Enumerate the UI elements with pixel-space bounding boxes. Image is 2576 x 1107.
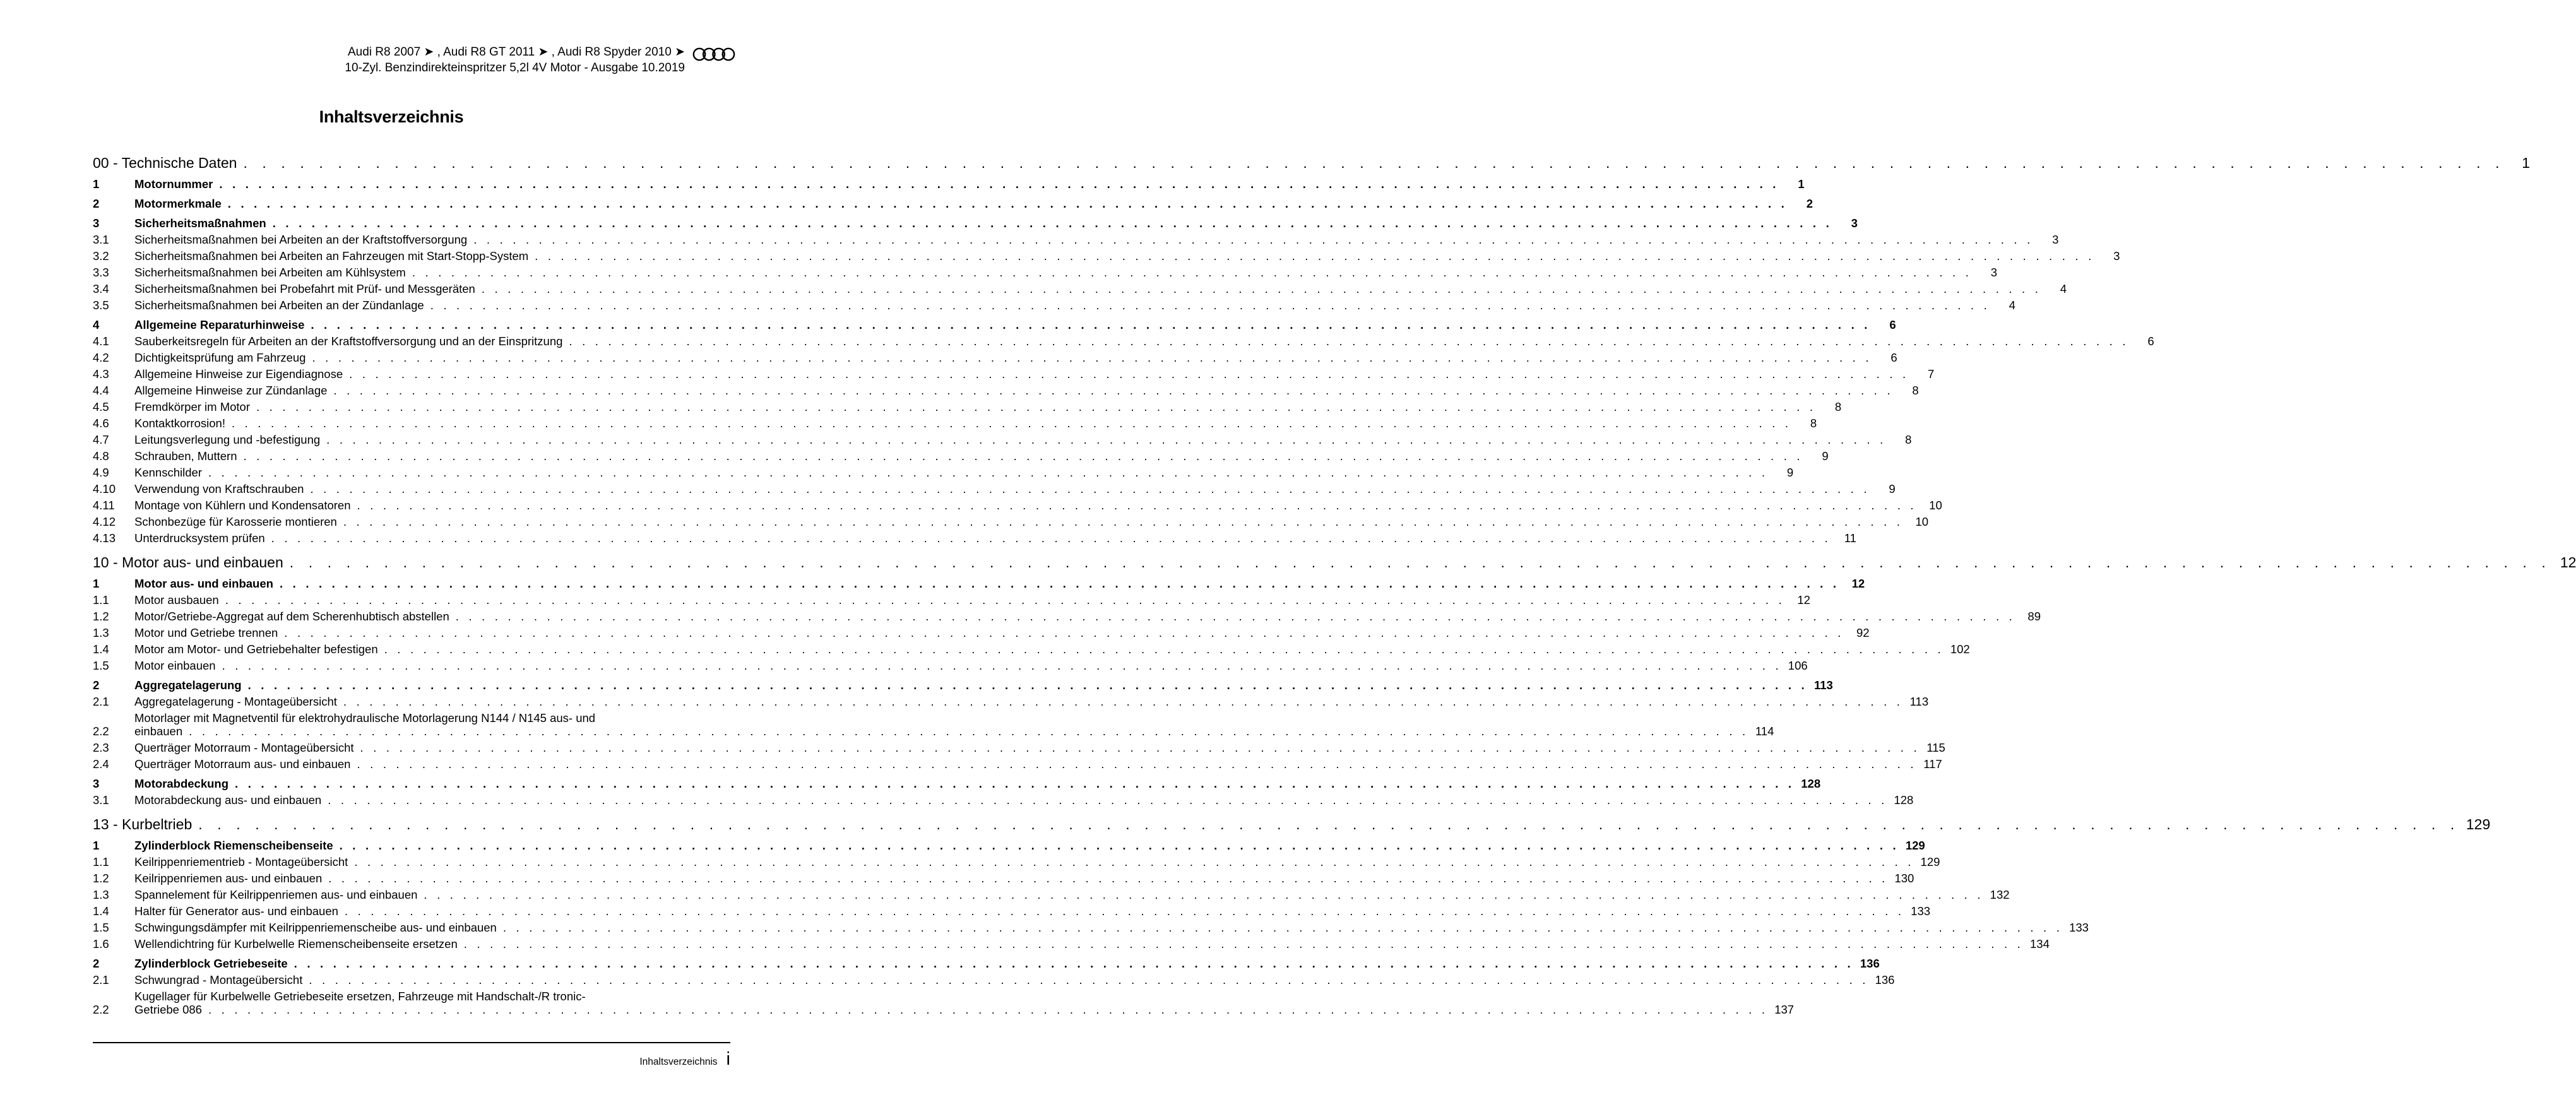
toc-leader-dots: . . . . . . . . . . . . . . . . . . . . . . . . . . . . . . . . . . . . . . . . . . . . . . . . . . . . . . . . . . . . . . . . . . . . . . . . . . . . . . . . . . . . . . . . . . . . . . . . . . . . . . . . . . . . . . . . . . . . . . . . (357, 757, 1917, 771)
toc-subsection-row[interactable] (93, 738, 1945, 755)
toc-entry-title: Aggregatelagerung (134, 678, 242, 692)
toc-leader-dots: . . . . . . . . . . . . . . . . . . . . . . . . . . . . . . . . . . . . . . . . . . . . . . . . . . . . . . . . . . . . . . . . . . . . . . . . . . . . . . . . . . . . . . . . . . . . . . . . . . . . . . . . . . . . . . . . . . . . . . . . (343, 515, 1904, 528)
toc-leader-dots: . . . . . . . . . . . . . . . . . . . . . . . . . . . . . . . . . . . . . . . . . . . . . . . . . . . . . . . . . . . . . . . . . . . . . . . . . . . . . . . . . . . . . . . . . . . . . . . . . . . . . . . . . . . . . . . . . . . . . . . . (412, 266, 1973, 279)
toc-page-number: 102 (1950, 642, 1970, 656)
toc-entry-title: Motor ausbauen (134, 593, 219, 607)
toc-leader-dots: . . . . . . . . . . . . . . . . . . . . . . . . . . . . . . . . . . . . . . . . . . . . . . . . . . . . . . . . . . . . . . . . . . . . . . . . . . . . . . . . . . . . . . . . . . . . . . . . . . . . . . . . . . . . . . . . . . . . . . . . (198, 816, 2460, 832)
toc-subsection-row[interactable] (93, 607, 2041, 624)
toc-entry-number: 4.7 (93, 433, 109, 446)
toc-subsection-row[interactable] (93, 529, 1856, 545)
toc-entry-title: Dichtigkeitsprüfung am Fahrzeug (134, 351, 306, 364)
toc-entry-title: Schrauben, Muttern (134, 449, 237, 463)
toc-subsection-row[interactable] (93, 496, 1942, 512)
toc-leader-dots: . . . . . . . . . . . . . . . . . . . . . . . . . . . . . . . . . . . . . . . . . . . . . . . . . . . . . . . . . . . . . . . . . . . . . . . . . . . . . . . . . . . . . . . . . . . . . . . . . . . . . . . . . . . . . . . . . . . . . . . . (311, 318, 1871, 331)
toc-leader-dots: . . . . . . . . . . . . . . . . . . . . . . . . . . . . . . . . . . . . . . . . . . . . . . . . . . . . . . . . . . . . . . . . . . . . . . . . . . . . . . . . . . . . . . . . . . . . . . . . . . . . . . . . . . . . . . . . . . . . . . . . (339, 839, 1899, 852)
toc-entry-title: Sicherheitsmaßnahmen bei Arbeiten an der Kraftstoffversorgung (134, 233, 468, 246)
toc-entry-title: Motorlager mit Magnetventil für elektrohydraulische Motorlagerung N144 / N145 aus- und (134, 711, 596, 725)
toc-entry-title: Motorabdeckung (134, 777, 229, 790)
toc-leader-dots: . . . . . . . . . . . . . . . . . . . . . . . . . . . . . . . . . . . . . . . . . . . . . . . . . . . . . . . . . . . . . . . . . . . . . . . . . . . . . . . . . . . . . . . . . . . . . . . . . . . . . . . . . . . . . . . . . . . . . . . . (227, 197, 1788, 210)
toc-subsection-row[interactable] (93, 230, 2059, 247)
toc-leader-dots: . . . . . . . . . . . . . . . . . . . . . . . . . . . . . . . . . . . . . . . . . . . . . . . . . . . . . . . . . . . . . . . . . . . . . . . . . . . . . . . . . . . . . . . . . . . . . . . . . . . . . . . . . . . . . . . . . . . . . . . . (463, 937, 2024, 950)
toc-subsection-row[interactable] (93, 430, 1912, 447)
toc-entry-number: 3.5 (93, 299, 109, 312)
toc-entry-title: Verwendung von Kraftschrauben (134, 482, 304, 495)
toc-page-number: 8 (1912, 384, 1919, 397)
toc-entry-title: Querträger Motorraum - Montageübersicht (134, 741, 354, 754)
toc-page-number: 115 (1926, 741, 1945, 754)
toc-page-number: 1 (2522, 155, 2531, 171)
toc-subsection-row[interactable] (93, 853, 1940, 869)
toc-subsection-row[interactable] (93, 987, 1795, 1017)
toc-section-row[interactable] (93, 191, 1813, 211)
toc-leader-dots: . . . . . . . . . . . . . . . . . . . . . . . . . . . . . . . . . . . . . . . . . . . . . . . . . . . . . . . . . . . . . . . . . . . . . . . . . . . . . . . . . . . . . . . . . . . . . . . . . . . . . . . . . . . . . . . . . . . . . . . . (569, 334, 2129, 348)
toc-entry-number: 4.8 (93, 449, 109, 463)
toc-subsection-row[interactable] (93, 365, 1935, 381)
toc-subsection-row[interactable] (93, 296, 2015, 312)
toc-page-number: 6 (1889, 318, 1896, 331)
toc-entry-number: 4.1 (93, 334, 109, 348)
toc-page-number: 10 (1929, 499, 1942, 512)
toc-leader-dots: . . . . . . . . . . . . . . . . . . . . . . . . . . . . . . . . . . . . . . . . . . . . . . . . . . . . . . . . . . . . . . . . . . . . . . . . . . . . . . . . . . . . . . . . . . . . . . . . . . . . . . . . . . . . . . . . . . . . . . . . (256, 400, 1817, 413)
toc-page-number: 6 (1890, 351, 1897, 364)
toc-entry-number: 2.2 (93, 725, 109, 738)
toc-page-number: 129 (1920, 855, 1940, 868)
toc-leader-dots: . . . . . . . . . . . . . . . . . . . . . . . . . . . . . . . . . . . . . . . . . . . . . . . . . . . . . . . . . . . . . . . . . . . . . . . . . . . . . . . . . . . . . . . . . . . . . . . . . . . . . . . . . . . . . . . . . . . . . . . . (235, 777, 1795, 790)
audi-rings-logo-icon (692, 47, 735, 61)
toc-entry-title: Kugellager für Kurbelwelle Getriebeseite ersetzen, Fahrzeuge mit Handschalt-/R tronic- (134, 990, 586, 1003)
toc-entry-number: 4.13 (93, 531, 116, 545)
toc-page-number: 117 (1923, 757, 1942, 771)
toc-page-number: 12 (1851, 577, 1865, 590)
toc-leader-dots: . . . . . . . . . . . . . . . . . . . . . . . . . . . . . . . . . . . . . . . . . . . . . . . . . . . . . . . . . . . . . . . . . . . . . . . . . . . . . . . . . . . . . . . . . . . . . . . . . . . . . . . . . . . . . . . . . . . . . . . . (243, 449, 1803, 463)
toc-subsection-row[interactable] (93, 591, 1810, 607)
toc-subsection-row[interactable] (93, 885, 2010, 902)
header-line-1: Audi R8 2007 ➤ , Audi R8 GT 2011 ➤ , Audi R8 Spyder 2010 ➤ (348, 45, 685, 59)
toc-page-number: 128 (1801, 777, 1821, 790)
page-header (345, 44, 735, 76)
toc-leader-dots: . . . . . . . . . . . . . . . . . . . . . . . . . . . . . . . . . . . . . . . . . . . . . . . . . . . . . . . . . . . . . . . . . . . . . . . . . . . . . . . . . . . . . . . . . . . . . . . . . . . . . . . . . . . . . . . . . . . . . . . . (502, 921, 2063, 934)
toc-entry-number: 3.3 (93, 266, 109, 279)
toc-subsection-row[interactable] (93, 624, 1870, 640)
toc-page-number: 136 (1875, 973, 1895, 986)
toc-leader-dots: . . . . . . . . . . . . . . . . . . . . . . . . . . . . . . . . . . . . . . . . . . . . . . . . . . . . . . . . . . . . . . . . . . . . . . . . . . . . . . . . . . . . . . . . . . . . . . . . . . . . . . . . . . . . . . . . . . . . . . . . (231, 417, 1792, 430)
toc-entry-title: Leitungsverlegung und -befestigung (134, 433, 321, 446)
toc-subsection-row[interactable] (93, 247, 2120, 263)
toc-entry-title: Keilrippenriemen aus- und einbauen (134, 872, 323, 885)
toc-leader-dots: . . . . . . . . . . . . . . . . . . . . . . . . . . . . . . . . . . . . . . . . . . . . . . . . . . . . . . . . . . . . . . . . . . . . . . . . . . . . . . . . . . . . . . . . . . . . . . . . . . . . . . . . . . . . . . . . . . . . . . . . (243, 155, 2505, 171)
toc-leader-dots: . . . . . . . . . . . . . . . . . . . . . . . . . . . . . . . . . . . . . . . . . . . . . . . . . . . . . . . . . . . . . . . . . . . . . . . . . . . . . . . . . . . . . . . . . . . . . . . . . . . . . . . . . . . . . . . . . . . . . . . . (284, 626, 1844, 639)
toc-leader-dots: . . . . . . . . . . . . . . . . . . . . . . . . . . . . . . . . . . . . . . . . . . . . . . . . . . . . . . . . . . . . . . . . . . . . . . . . . . . . . . . . . . . . . . . . . . . . . . . . . . . . . . . . . . . . . . . . . . . . . . . . (309, 973, 1869, 986)
toc-subsection-row[interactable] (93, 480, 1896, 496)
toc-leader-dots: . . . . . . . . . . . . . . . . . . . . . . . . . . . . . . . . . . . . . . . . . . . . . . . . . . . . . . . . . . . . . . . . . . . . . . . . . . . . . . . . . . . . . . . . . . . . . . . . . . . . . . . . . . . . . . . . . . . . . . . . (357, 499, 1917, 512)
toc-leader-dots: . . . . . . . . . . . . . . . . . . . . . . . . . . . . . . . . . . . . . . . . . . . . . . . . . . . . . . . . . . . . . . . . . . . . . . . . . . . . . . . . . . . . . . . . . . . . . . . . . . . . . . . . . . . . . . . . . . . . . . . . (310, 482, 1870, 495)
toc-entry-title: Schwingungsdämpfer mit Keilrippenriemenscheibe aus- und einbauen (134, 921, 497, 934)
toc-leader-dots: . . . . . . . . . . . . . . . . . . . . . . . . . . . . . . . . . . . . . . . . . . . . . . . . . . . . . . . . . . . . . . . . . . . . . . . . . . . . . . . . . . . . . . . . . . . . . . . . . . . . . . . . . . . . . . . . . . . . . . . . (430, 299, 1990, 312)
toc-page-number: 2 (1806, 197, 1813, 210)
toc-page-number: 3 (2113, 249, 2120, 263)
toc-entry-number: 4.10 (93, 482, 116, 495)
toc-section-row[interactable] (93, 673, 1833, 692)
toc-entry-title: Sauberkeitsregeln für Arbeiten an der Kraftstoffversorgung und an der Einspritzung (134, 334, 563, 348)
page-footer (639, 1049, 730, 1070)
toc-leader-dots: . . . . . . . . . . . . . . . . . . . . . . . . . . . . . . . . . . . . . . . . . . . . . . . . . . . . . . . . . . . . . . . . . . . . . . . . . . . . . . . . . . . . . . . . . . . . . . . . . . . . . . . . . . . . . . . . . . . . . . . . (473, 233, 2034, 246)
toc-entry-number: 1.3 (93, 888, 109, 901)
toc-leader-dots: . . . . . . . . . . . . . . . . . . . . . . . . . . . . . . . . . . . . . . . . . . . . . . . . . . . . . . . . . . . . . . . . . . . . . . . . . . . . . . . . . . . . . . . . . . . . . . . . . . . . . . . . . . . . . . . . . . . . . . . . (272, 216, 1832, 230)
toc-entry-number: 4.9 (93, 466, 109, 479)
toc-entry-number: 1 (93, 177, 100, 191)
toc-leader-dots: . . . . . . . . . . . . . . . . . . . . . . . . . . . . . . . . . . . . . . . . . . . . . . . . . . . . . . . . . . . . . . . . . . . . . . . . . . . . . . . . . . . . . . . . . . . . . . . . . . . . . . . . . . . . . . . . . . . . . . . . (535, 249, 2095, 263)
toc-entry-number: 1.1 (93, 593, 109, 607)
toc-entry-number: 2 (93, 678, 100, 692)
toc-leader-dots: . . . . . . . . . . . . . . . . . . . . . . . . . . . . . . . . . . . . . . . . . . . . . . . . . . . . . . . . . . . . . . . . . . . . . . . . . . . . . . . . . . . . . . . . . . . . . . . . . . . . . . . . . . . . . . . . . . . . . . . . (219, 177, 1779, 191)
toc-entry-title: Montage von Kühlern und Kondensatoren (134, 499, 351, 512)
toc-entry-title: Schonbezüge für Karosserie montieren (134, 515, 337, 528)
toc-entry-number: 3.1 (93, 233, 109, 246)
toc-page-number: 3 (1990, 266, 1998, 279)
toc-subsection-row[interactable] (93, 692, 1929, 709)
toc-subsection-row[interactable] (93, 348, 1897, 365)
toc-page-number: 4 (2060, 282, 2067, 295)
toc-entry-title: Motor aus- und einbauen (134, 577, 273, 590)
toc-chapter-row[interactable] (93, 812, 2491, 833)
toc-section-row[interactable] (93, 172, 1805, 191)
toc-page-number: 132 (1990, 888, 2010, 901)
toc-page-number: 130 (1894, 872, 1914, 885)
toc-entry-title: Unterdrucksystem prüfen (134, 531, 265, 545)
toc-page-number: 7 (1928, 367, 1935, 381)
toc-subsection-row[interactable] (93, 755, 1942, 771)
toc-page-number: 136 (1860, 957, 1880, 970)
toc-entry-number: 4.3 (93, 367, 109, 381)
toc-entry-number: 1.5 (93, 921, 109, 934)
toc-entry-number: 1.5 (93, 659, 109, 672)
toc-leader-dots: . . . . . . . . . . . . . . . . . . . . . . . . . . . . . . . . . . . . . . . . . . . . . . . . . . . . . . . . . . . . . . . . . . . . . . . . . . . . . . . . . . . . . . . . . . . . . . . . . . . . . . . . . . . . . . . . . . . . . . . . (279, 577, 1840, 590)
toc-subsection-row[interactable] (93, 902, 1931, 918)
toc-leader-dots: . . . . . . . . . . . . . . . . . . . . . . . . . . . . . . . . . . . . . . . . . . . . . . . . . . . . . . . . . . . . . . . . . . . . . . . . . . . . . . . . . . . . . . . . . . . . . . . . . . . . . . . . . . . . . . . . . . . . . . . . (289, 554, 2551, 571)
toc-leader-dots: . . . . . . . . . . . . . . . . . . . . . . . . . . . . . . . . . . . . . . . . . . . . . . . . . . . . . . . . . . . . . . . . . . . . . . . . . . . . . . . . . . . . . . . . . . . . . . . . . . . . . . . . . . . . . . . . . . . . . . . . (455, 610, 2015, 623)
toc-page-number: 8 (1810, 417, 1817, 430)
toc-entry-number: 1.2 (93, 610, 109, 623)
toc-subsection-row[interactable] (93, 263, 1998, 280)
toc-entry-number: 2.1 (93, 973, 109, 986)
toc-page-number: 1 (1798, 177, 1805, 191)
toc-entry-number: 1.1 (93, 855, 109, 868)
toc-entry-number: 2.4 (93, 757, 109, 771)
toc-subsection-row[interactable] (93, 398, 1842, 414)
toc-entry-number: 2.3 (93, 741, 109, 754)
toc-chapter-title: 10 - Motor aus- und einbauen (93, 554, 283, 571)
toc-leader-dots: . . . . . . . . . . . . . . . . . . . . . . . . . . . . . . . . . . . . . . . . . . . . . . . . . . . . . . . . . . . . . . . . . . . . . . . . . . . . . . . . . . . . . . . . . . . . . . . . . . . . . . . . . . . . . . . . . . . . . . . . (208, 466, 1769, 479)
page-title: Inhaltsverzeichnis (319, 107, 464, 126)
toc-entry-number: 2.1 (93, 695, 109, 708)
toc-entry-number: 1.4 (93, 904, 109, 918)
toc-entry-title: Kennschilder (134, 466, 202, 479)
toc-entry-title: Motor einbauen (134, 659, 216, 672)
toc-entry-number: 2.2 (93, 1003, 109, 1016)
toc-entry-number: 1.2 (93, 872, 109, 885)
toc-entry-title-continued: Getriebe 086 (134, 1003, 202, 1016)
toc-page-number: 12 (1797, 593, 1810, 607)
toc-entry-number: 1.4 (93, 642, 109, 656)
toc-entry-title: Allgemeine Reparaturhinweise (134, 318, 305, 331)
toc-leader-dots: . . . . . . . . . . . . . . . . . . . . . . . . . . . . . . . . . . . . . . . . . . . . . . . . . . . . . . . . . . . . . . . . . . . . . . . . . . . . . . . . . . . . . . . . . . . . . . . . . . . . . . . . . . . . . . . . . . . . . . . . (328, 872, 1889, 885)
toc-entry-title: Allgemeine Hinweise zur Zündanlage (134, 384, 328, 397)
toc-subsection-row[interactable] (93, 935, 2050, 951)
toc-entry-number: 2 (93, 957, 100, 970)
toc-page-number: 113 (1813, 678, 1833, 692)
toc-page-number: 137 (1774, 1003, 1795, 1016)
toc-subsection-row[interactable] (93, 709, 1774, 738)
toc-leader-dots: . . . . . . . . . . . . . . . . . . . . . . . . . . . . . . . . . . . . . . . . . . . . . . . . . . . . . . . . . . . . . . . . . . . . . . . . . . . . . . . . . . . . . . . . . . . . . . . . . . . . . . . . . . . . . . . . . . . . . . . . (247, 678, 1808, 692)
toc-entry-title: Querträger Motorraum aus- und einbauen (134, 757, 351, 771)
toc-subsection-row[interactable] (93, 869, 1914, 885)
toc-leader-dots: . . . . . . . . . . . . . . . . . . . . . . . . . . . . . . . . . . . . . . . . . . . . . . . . . . . . . . . . . . . . . . . . . . . . . . . . . . . . . . . . . . . . . . . . . . . . . . . . . . . . . . . . . . . . . . . . . . . . . . . . (189, 725, 1749, 738)
toc-page-number: 9 (1889, 482, 1896, 495)
toc-page-number: 89 (2027, 610, 2041, 623)
toc-entry-title: Motor am Motor- und Getriebehalter befestigen (134, 642, 378, 656)
header-line-2: 10-Zyl. Benzindirekteinspritzer 5,2l 4V Motor - Ausgabe 10.2019 (345, 61, 685, 74)
toc-page-number: 114 (1755, 725, 1774, 738)
toc-entry-title: Sicherheitsmaßnahmen bei Probefahrt mit Prüf- und Messgeräten (134, 282, 475, 295)
toc-entry-title: Spannelement für Keilrippenriemen aus- und einbauen (134, 888, 418, 901)
toc-leader-dots: . . . . . . . . . . . . . . . . . . . . . . . . . . . . . . . . . . . . . . . . . . . . . . . . . . . . . . . . . . . . . . . . . . . . . . . . . . . . . . . . . . . . . . . . . . . . . . . . . . . . . . . . . . . . . . . . . . . . . . . . (384, 642, 1944, 656)
toc-page-number: 133 (1911, 904, 1931, 918)
toc-subsection-row[interactable] (93, 280, 2067, 296)
toc-leader-dots: . . . . . . . . . . . . . . . . . . . . . . . . . . . . . . . . . . . . . . . . . . . . . . . . . . . . . . . . . . . . . . . . . . . . . . . . . . . . . . . . . . . . . . . . . . . . . . . . . . . . . . . . . . . . . . . . . . . . . . . . (208, 1003, 1769, 1016)
footer-label: Inhaltsverzeichnis (639, 1057, 718, 1067)
toc-page-number: 3 (1851, 216, 1858, 230)
toc-leader-dots: . . . . . . . . . . . . . . . . . . . . . . . . . . . . . . . . . . . . . . . . . . . . . . . . . . . . . . . . . . . . . . . . . . . . . . . . . . . . . . . . . . . . . . . . . . . . . . . . . . . . . . . . . . . . . . . . . . . . . . . . (326, 433, 1887, 446)
toc-leader-dots: . . . . . . . . . . . . . . . . . . . . . . . . . . . . . . . . . . . . . . . . . . . . . . . . . . . . . . . . . . . . . . . . . . . . . . . . . . . . . . . . . . . . . . . . . . . . . . . . . . . . . . . . . . . . . . . . . . . . . . . . (222, 659, 1782, 672)
toc-leader-dots: . . . . . . . . . . . . . . . . . . . . . . . . . . . . . . . . . . . . . . . . . . . . . . . . . . . . . . . . . . . . . . . . . . . . . . . . . . . . . . . . . . . . . . . . . . . . . . . . . . . . . . . . . . . . . . . . . . . . . . . . (312, 351, 1872, 364)
toc-entry-number: 3.4 (93, 282, 109, 295)
toc-page-number: 133 (2069, 921, 2089, 934)
toc-page-number: 128 (1894, 793, 1914, 807)
toc-chapter-row[interactable] (93, 150, 2531, 172)
toc-subsection-row[interactable] (93, 791, 1914, 807)
toc-leader-dots: . . . . . . . . . . . . . . . . . . . . . . . . . . . . . . . . . . . . . . . . . . . . . . . . . . . . . . . . . . . . . . . . . . . . . . . . . . . . . . . . . . . . . . . . . . . . . . . . . . . . . . . . . . . . . . . . . . . . . . . . (481, 282, 2042, 295)
toc-entry-number: 4 (93, 318, 100, 331)
toc-entry-title: Fremdkörper im Motor (134, 400, 250, 413)
toc-entry-title: Sicherheitsmaßnahmen (134, 216, 266, 230)
toc-subsection-row[interactable] (93, 640, 1970, 656)
footer-divider (93, 1042, 730, 1043)
toc-section-row[interactable] (93, 312, 1896, 332)
toc-entry-title: Motormerkmale (134, 197, 222, 210)
toc-page-number: 129 (1905, 839, 1925, 852)
toc-chapter-title: 13 - Kurbeltrieb (93, 816, 193, 832)
toc-leader-dots: . . . . . . . . . . . . . . . . . . . . . . . . . . . . . . . . . . . . . . . . . . . . . . . . . . . . . . . . . . . . . . . . . . . . . . . . . . . . . . . . . . . . . . . . . . . . . . . . . . . . . . . . . . . . . . . . . . . . . . . . (349, 367, 1909, 381)
footer-page-number: i (726, 1049, 730, 1069)
toc-page-number: 8 (1905, 433, 1912, 446)
toc-subsection-row[interactable] (93, 447, 1829, 463)
toc-section-row[interactable] (93, 211, 1858, 230)
toc-entry-number: 1.3 (93, 626, 109, 639)
toc-entry-number: 1 (93, 577, 100, 590)
toc-page-number: 4 (2009, 299, 2015, 312)
header-text (345, 44, 685, 76)
toc-entry-title: Motorabdeckung aus- und einbauen (134, 793, 322, 807)
toc-entry-title: Aggregatelagerung - Montageübersicht (134, 695, 337, 708)
toc-page-number: 12 (2560, 554, 2576, 571)
toc-entry-number: 4.11 (93, 499, 115, 512)
toc-page-number: 9 (1822, 449, 1829, 463)
toc-entry-number: 2 (93, 197, 100, 210)
toc-subsection-row[interactable] (93, 918, 2089, 935)
toc-page-number: 134 (2030, 937, 2050, 950)
toc-leader-dots: . . . . . . . . . . . . . . . . . . . . . . . . . . . . . . . . . . . . . . . . . . . . . . . . . . . . . . . . . . . . . . . . . . . . . . . . . . . . . . . . . . . . . . . . . . . . . . . . . . . . . . . . . . . . . . . . . . . . . . . . (225, 593, 1785, 607)
toc-entry-number: 3 (93, 216, 100, 230)
toc-entry-number: 4.2 (93, 351, 109, 364)
toc-leader-dots: . . . . . . . . . . . . . . . . . . . . . . . . . . . . . . . . . . . . . . . . . . . . . . . . . . . . . . . . . . . . . . . . . . . . . . . . . . . . . . . . . . . . . . . . . . . . . . . . . . . . . . . . . . . . . . . . . . . . . . . . (424, 888, 1984, 901)
toc-subsection-row[interactable] (93, 381, 1919, 398)
toc-entry-number: 4.4 (93, 384, 109, 397)
toc-entry-title-continued: einbauen (134, 725, 183, 738)
toc-page-number: 92 (1856, 626, 1870, 639)
toc-leader-dots: . . . . . . . . . . . . . . . . . . . . . . . . . . . . . . . . . . . . . . . . . . . . . . . . . . . . . . . . . . . . . . . . . . . . . . . . . . . . . . . . . . . . . . . . . . . . . . . . . . . . . . . . . . . . . . . . . . . . . . . . (360, 741, 1920, 754)
toc-leader-dots: . . . . . . . . . . . . . . . . . . . . . . . . . . . . . . . . . . . . . . . . . . . . . . . . . . . . . . . . . . . . . . . . . . . . . . . . . . . . . . . . . . . . . . . . . . . . . . . . . . . . . . . . . . . . . . . . . . . . . . . . (328, 793, 1888, 807)
toc-leader-dots: . . . . . . . . . . . . . . . . . . . . . . . . . . . . . . . . . . . . . . . . . . . . . . . . . . . . . . . . . . . . . . . . . . . . . . . . . . . . . . . . . . . . . . . . . . . . . . . . . . . . . . . . . . . . . . . . . . . . . . . . (294, 957, 1854, 970)
toc-page-number: 9 (1786, 466, 1794, 479)
toc-subsection-row[interactable] (93, 463, 1794, 480)
toc-subsection-row[interactable] (93, 512, 1929, 529)
toc-entry-title: Sicherheitsmaßnahmen bei Arbeiten an Fahrzeugen mit Start-Stopp-System (134, 249, 529, 263)
toc-chapter-row[interactable] (93, 550, 2576, 571)
toc-page-number: 8 (1834, 400, 1842, 413)
toc-entry-number: 1.6 (93, 937, 109, 950)
toc-subsection-row[interactable] (93, 414, 1817, 430)
toc-entry-number: 3.1 (93, 793, 109, 807)
toc-entry-number: 4.12 (93, 515, 116, 528)
toc-section-row[interactable] (93, 833, 1925, 853)
toc-entry-number: 4.6 (93, 417, 109, 430)
toc-entry-title: Schwungrad - Montageübersicht (134, 973, 303, 986)
table-of-contents (93, 150, 2576, 1017)
toc-entry-title: Sicherheitsmaßnahmen bei Arbeiten am Kühlsystem (134, 266, 406, 279)
toc-page-number: 129 (2466, 816, 2491, 832)
toc-leader-dots: . . . . . . . . . . . . . . . . . . . . . . . . . . . . . . . . . . . . . . . . . . . . . . . . . . . . . . . . . . . . . . . . . . . . . . . . . . . . . . . . . . . . . . . . . . . . . . . . . . . . . . . . . . . . . . . . . . . . . . . . (344, 904, 1905, 918)
toc-entry-title: Allgemeine Hinweise zur Eigendiagnose (134, 367, 343, 381)
toc-section-row[interactable] (93, 771, 1821, 791)
toc-leader-dots: . . . . . . . . . . . . . . . . . . . . . . . . . . . . . . . . . . . . . . . . . . . . . . . . . . . . . . . . . . . . . . . . . . . . . . . . . . . . . . . . . . . . . . . . . . . . . . . . . . . . . . . . . . . . . . . . . . . . . . . . (354, 855, 1914, 868)
toc-leader-dots: . . . . . . . . . . . . . . . . . . . . . . . . . . . . . . . . . . . . . . . . . . . . . . . . . . . . . . . . . . . . . . . . . . . . . . . . . . . . . . . . . . . . . . . . . . . . . . . . . . . . . . . . . . . . . . . . . . . . . . . . (271, 531, 1831, 545)
toc-entry-title: Motornummer (134, 177, 213, 191)
toc-entry-number: 1 (93, 839, 100, 852)
toc-section-row[interactable] (93, 951, 1880, 971)
toc-entry-title: Kontaktkorrosion! (134, 417, 225, 430)
toc-entry-number: 4.5 (93, 400, 109, 413)
toc-entry-title: Keilrippenriementrieb - Montageübersicht (134, 855, 348, 868)
toc-entry-title: Motor/Getriebe-Aggregat auf dem Scherenhubtisch abstellen (134, 610, 449, 623)
toc-entry-title: Zylinderblock Riemenscheibenseite (134, 839, 333, 852)
toc-chapter-title: 00 - Technische Daten (93, 155, 237, 171)
toc-page-number: 11 (1844, 531, 1856, 545)
toc-page-number: 3 (2052, 233, 2059, 246)
toc-page-number: 106 (1788, 659, 1808, 672)
toc-leader-dots: . . . . . . . . . . . . . . . . . . . . . . . . . . . . . . . . . . . . . . . . . . . . . . . . . . . . . . . . . . . . . . . . . . . . . . . . . . . . . . . . . . . . . . . . . . . . . . . . . . . . . . . . . . . . . . . . . . . . . . . . (333, 384, 1894, 397)
toc-page-number: 10 (1915, 515, 1929, 528)
toc-page-number: 6 (2147, 334, 2154, 348)
toc-section-row[interactable] (93, 571, 1865, 591)
toc-leader-dots: . . . . . . . . . . . . . . . . . . . . . . . . . . . . . . . . . . . . . . . . . . . . . . . . . . . . . . . . . . . . . . . . . . . . . . . . . . . . . . . . . . . . . . . . . . . . . . . . . . . . . . . . . . . . . . . . . . . . . . . . (343, 695, 1904, 708)
toc-subsection-row[interactable] (93, 332, 2154, 348)
toc-entry-title: Wellendichtring für Kurbelwelle Riemenscheibenseite ersetzen (134, 937, 458, 950)
toc-entry-title: Motor und Getriebe trennen (134, 626, 278, 639)
toc-subsection-row[interactable] (93, 971, 1895, 987)
toc-entry-title: Sicherheitsmaßnahmen bei Arbeiten an der Zündanlage (134, 299, 424, 312)
toc-page-number: 113 (1909, 695, 1929, 708)
toc-entry-title: Halter für Generator aus- und einbauen (134, 904, 338, 918)
toc-entry-number: 3 (93, 777, 100, 790)
toc-entry-number: 3.2 (93, 249, 109, 263)
toc-subsection-row[interactable] (93, 656, 1808, 673)
toc-entry-title: Zylinderblock Getriebeseite (134, 957, 288, 970)
